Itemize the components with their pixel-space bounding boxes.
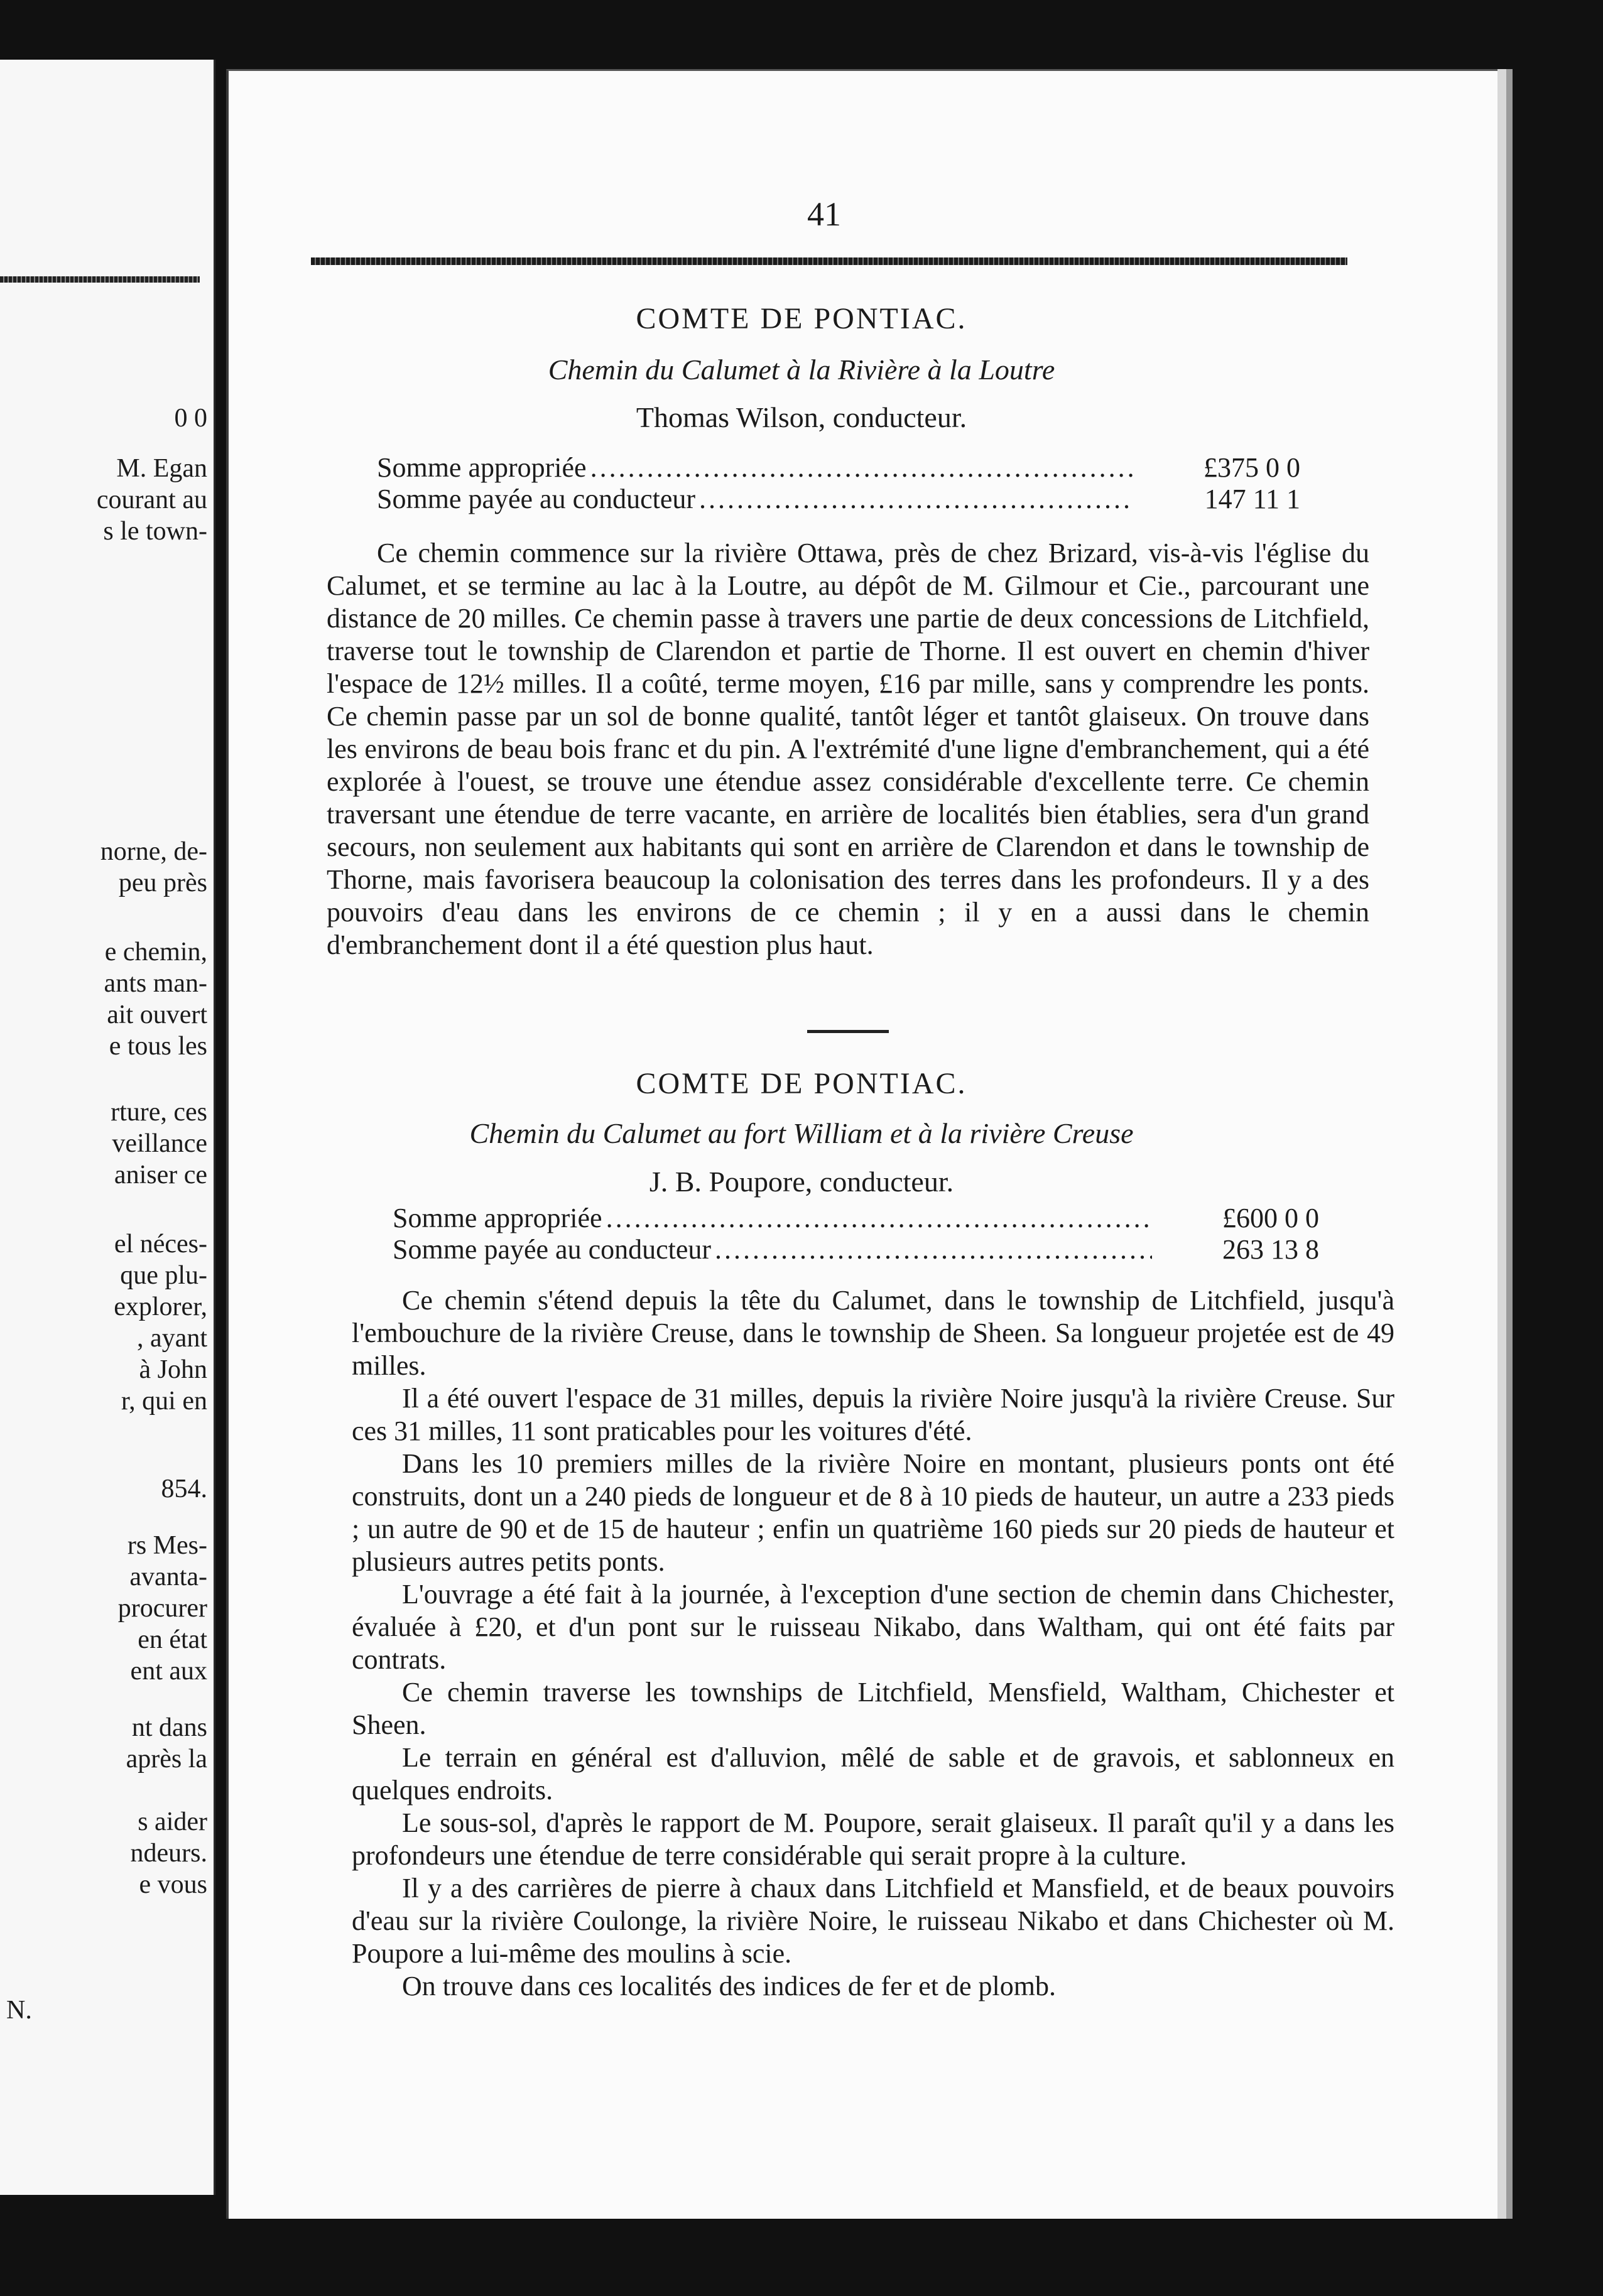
left-fragment: s aider <box>138 1807 207 1836</box>
section-separator <box>807 1030 889 1033</box>
paragraph: Dans les 10 premiers milles de la rivière Noire en montant, plusieurs ponts ont été construits, dont un a 240 pieds de longueur et de 8 à 10 pieds de hauteur, un autre a 233 pieds ; un autre de 90 et de 15 de hauteur ; enfin un quatrième 160 pieds sur 20 pieds de hauteur et plusieurs autres petits ponts. <box>352 1448 1394 1577</box>
left-fragment: rs Mes- <box>127 1531 207 1560</box>
section-2-road-title: Chemin du Calumet au fort William et à la rivière Creuse <box>469 1117 1134 1149</box>
left-fragment: ait ouvert <box>107 1000 207 1029</box>
paragraph: Le sous-sol, d'après le rapport de M. Poupore, serait glaiseux. Il paraît qu'il y a dans les profondeurs une étendue de terre considérable qui serait propre à la culture. <box>352 1807 1394 1871</box>
left-fragment: nt dans <box>131 1713 207 1742</box>
section-1-body <box>327 537 1369 961</box>
money-amount: 263 13 8 <box>1222 1234 1319 1265</box>
paragraph: L'ouvrage a été fait à la journée, à l'exception d'une section de chemin dans Chichester, évaluée à £20, et d'un pont sur le ruisseau Nikabo, dans Waltham, qui ont été faits par contrats. <box>352 1579 1394 1675</box>
paragraph: Il a été ouvert l'espace de 31 milles, depuis la rivière Noire jusqu'à la rivière Creuse. Sur ces 31 milles, 11 sont praticables pour les voitures d'été. <box>352 1383 1394 1446</box>
left-fragment: , ayant <box>137 1324 207 1353</box>
left-fragment: rture, ces <box>111 1098 207 1127</box>
left-fragment: avanta- <box>129 1562 207 1591</box>
left-fragment: aniser ce <box>114 1161 207 1189</box>
paragraph: Le terrain en général est d'alluvion, mêlé de sable et de gravois, et sablonneux en quelques endroits. <box>352 1742 1394 1806</box>
section-2-conductor: J. B. Poupore, conducteur. <box>649 1166 954 1198</box>
left-fragment: 854. <box>161 1475 207 1503</box>
left-fragment: peu près <box>118 869 207 897</box>
paragraph: On trouve dans ces localités des indices de fer et de plomb. <box>402 1971 1057 2001</box>
left-fragment: explorer, <box>114 1292 207 1321</box>
left-fragment: après la <box>126 1745 207 1773</box>
left-fragment: e chemin, <box>104 938 207 967</box>
page-number: 41 <box>807 195 841 233</box>
paragraph: Ce chemin s'étend depuis la tête du Calumet, dans le township de Litchfield, jusqu'à l'embouchure de la rivière Creuse, dans le township de Sheen. Sa longueur projetée est de 49 milles. <box>352 1285 1394 1381</box>
section-1-conductor: Thomas Wilson, conducteur. <box>636 401 967 433</box>
money-label: Somme appropriée <box>377 452 587 483</box>
header-rule <box>311 257 1347 265</box>
left-fragment: en état <box>138 1625 207 1654</box>
money-label: Somme appropriée <box>393 1203 602 1233</box>
left-fragment: M. Egan <box>116 454 207 483</box>
money-amount: £600 0 0 <box>1222 1203 1319 1233</box>
left-fragment: veillance <box>112 1129 207 1158</box>
left-fragment: ndeurs. <box>130 1839 207 1868</box>
dot-leader <box>606 1203 1152 1234</box>
section-2-body <box>352 1284 1394 2003</box>
section-1-paid-row <box>377 484 1300 515</box>
left-fragment: e vous <box>139 1870 207 1899</box>
left-page-rule <box>0 276 200 283</box>
section-1-appropriated-row <box>377 452 1300 484</box>
left-fragment: procurer <box>117 1594 207 1623</box>
left-fragment: ants man- <box>104 969 207 998</box>
money-amount: £375 0 0 <box>1204 452 1300 483</box>
left-fragment: ent aux <box>130 1657 207 1686</box>
left-fragment: el néces- <box>114 1230 207 1259</box>
section-2-appropriated-row <box>393 1203 1319 1234</box>
paragraph: Ce chemin commence sur la rivière Ottawa, près de chez Brizard, vis-à-vis l'église du Calumet, et se termine au lac à la Loutre, au dépôt de M. Gilmour et Cie., parcourant une distance de 20 milles. Ce chemin passe à travers une partie de deux concessions de Litchfield, traverse tout le township de Clarendon et partie de Thorne. Il est ouvert en chemin d'hiver l'espace de 12½ milles. Il a coûté, terme moyen, £16 par mille, sans y comprendre les ponts. Ce chemin passe par un sol de bonne qualité, tantôt léger et tantôt glaiseux. On trouve dans les environs de beau bois franc et du pin. A l'extrémité d'une ligne d'embranchement, qui a été explorée à l'ouest, se trouve une étendue assez considérable d'excellente terre. Ce chemin traversant une étendue de terre vacante, en arrière de localités bien établies, sera d'un grand secours, non seulement aux habitants qui sont en arrière de Clarendon et dans le township de Thorne, mais favorisera beaucoup la colonisation des terres dans les profondeurs. Il y a des pouvoirs d'eau dans les environs de ce chemin ; il y en a aussi dans le chemin d'embranchement dont il a été question plus haut. <box>327 538 1369 960</box>
section-1-road-title: Chemin du Calumet à la Rivière à la Loutre <box>548 354 1055 386</box>
left-fragment: 0 0 <box>174 404 207 433</box>
money-amount: 147 11 1 <box>1204 484 1300 514</box>
paragraph: Il y a des carrières de pierre à chaux dans Litchfield et Mansfield, et de beaux pouvoirs d'eau sur la rivière Coulonge, la rivière Noire, le ruisseau Nikabo et dans Chichester où M. Poupore a lui-même des moulins à scie. <box>352 1873 1394 1969</box>
dot-leader <box>715 1234 1152 1265</box>
left-fragment: e tous les <box>109 1032 207 1061</box>
dot-leader <box>590 452 1133 484</box>
section-1-county-heading: COMTE DE PONTIAC. <box>636 302 967 335</box>
left-fragment: N. <box>6 1996 32 2025</box>
left-fragment: norne, de- <box>100 837 207 866</box>
left-fragment: r, qui en <box>121 1387 207 1416</box>
left-fragment: courant au <box>96 485 207 514</box>
left-fragment: à John <box>139 1355 207 1384</box>
money-label: Somme payée au conducteur <box>393 1234 712 1265</box>
section-2-paid-row <box>393 1234 1319 1265</box>
section-2-county-heading: COMTE DE PONTIAC. <box>636 1067 967 1100</box>
dot-leader <box>699 484 1133 515</box>
paragraph: Ce chemin traverse les townships de Litchfield, Mensfield, Waltham, Chichester et Sheen. <box>352 1677 1394 1740</box>
money-label: Somme payée au conducteur <box>377 484 696 514</box>
left-fragment: que plu- <box>120 1261 207 1290</box>
left-fragment: s le town- <box>103 517 207 546</box>
